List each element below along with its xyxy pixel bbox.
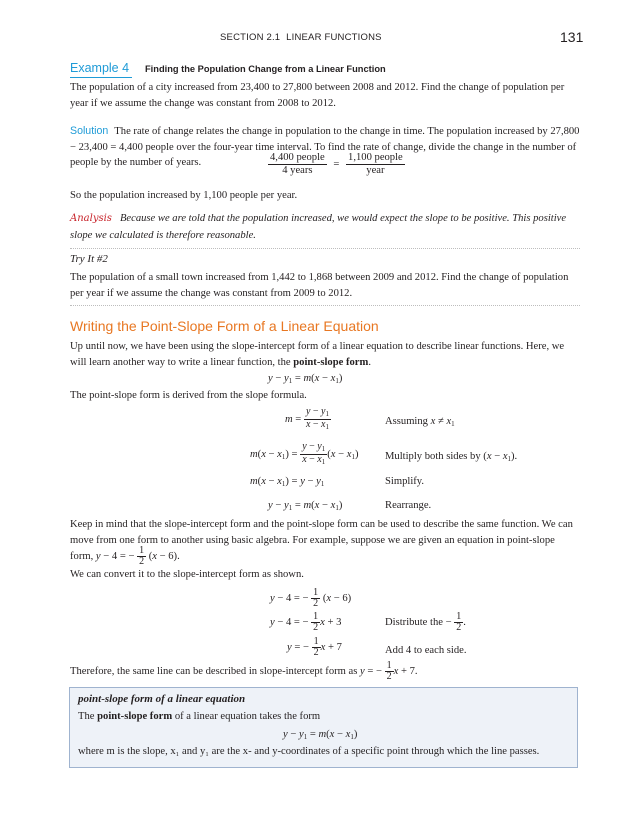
analysis-label: Analysis — [70, 213, 112, 224]
try-it-label: Try It #2 — [70, 253, 108, 265]
analysis-paragraph — [70, 210, 580, 244]
example-problem: The population of a city increased from 23,400 to 27,800 between 2008 and 2012. Find the change of population per year if we assume the change was constant from 2008 to 2012. — [70, 82, 565, 109]
conv3-note: Add 4 to each side. — [385, 645, 467, 656]
therefore-line: Therefore, the same line can be described in slope-intercept form as y = − $\frac{1}{2}$ x + 7. — [70, 660, 418, 682]
step1-note-text: Assuming — [385, 416, 428, 427]
therefore-text: Therefore, the same line can be described in slope-intercept form as — [70, 665, 358, 677]
step2-note: Multiply both sides by $(x - x_1)$. — [385, 451, 518, 463]
try-it-text: The population of a small town increased from 1,442 to 1,868 between 2009 and 2012. Find the change of population per year if we assume the change was constant from 2009 to 2012. — [70, 272, 569, 299]
step2-note-text: Multiply both sides by — [385, 451, 481, 462]
step3-note: Simplify. — [385, 476, 425, 487]
definition-formula: $y - y_1 = m(x - x_1)$ — [283, 729, 358, 741]
convert-text: We can convert it to the slope-intercept form as shown. — [70, 569, 304, 580]
header-section-number: SECTION 2.1 — [220, 32, 281, 43]
definition-text-a: The — [78, 711, 98, 722]
keep-in-mind-text: Keep in mind that the slope-intercept form and the point-slope form can be used to describe the same function. We can move from one form to another using basic algebra. For example, suppose we are given an equation in point-slope — [70, 519, 573, 546]
analysis-text: Because we are told that the population increased, we would expect the slope to be positive. This positive slope we calculated is therefore reasonable. — [70, 213, 567, 241]
derivation-step-1: m = $\frac{y - y_1}{x - x_1}$ — [285, 406, 329, 431]
conversion-step-3: y = − $\frac{1}{2}$ x + 7 — [287, 636, 342, 658]
page-number: 131 — [560, 29, 584, 45]
frac1-denominator: 4 years — [282, 165, 313, 176]
example-label-underline — [70, 77, 132, 78]
divider-top — [70, 248, 580, 249]
solution-text: The rate of change relates the change in population to the change in time. The population increased by 27,800 − 23,400 = 4,400 people over the four-year time interval. To find the rate of change, divide the change in the number of people by the number of years. — [70, 126, 580, 168]
conversion-step-2: y − 4 = − $\frac{1}{2}$ x + 3 — [270, 611, 342, 633]
definition-where: where m is the slope, x₁ and y₁ are the x- and y-coordinates of a specific point through which the line passes. — [78, 746, 540, 757]
derived-text: The point-slope form is derived from the slope formula. — [70, 390, 307, 401]
rate-fraction-right — [346, 152, 405, 177]
rate-of-change-equation — [268, 152, 405, 177]
frac1-numerator: 4,400 people — [270, 152, 325, 163]
conversion-step-1: y − 4 = − $\frac{1}{2}$ (x − 6) — [270, 587, 352, 609]
section-heading: Writing the Point-Slope Form of a Linear Equation — [70, 318, 379, 334]
definition-text-b: of a linear equation takes the form — [172, 711, 321, 722]
divider-bottom — [70, 305, 580, 306]
section-intro — [70, 339, 580, 370]
intro-text: Up until now, we have been using the slope-intercept form of a linear equation to describe linear functions. Here, we will learn another way to write a linear function, the — [70, 341, 565, 368]
conv2-note: Distribute the − $\frac{1}{2}$ . — [385, 611, 466, 633]
step4-note: Rearrange. — [385, 500, 432, 511]
derivation-step-4: $y - y_1 = m(x - x_1)$ — [268, 500, 343, 512]
frac2-numerator: 1,100 people — [348, 152, 403, 163]
example-title: Finding the Population Change from a Linear Function — [145, 64, 386, 74]
point-slope-formula: $y - y_1 = m(x - x_1)$ — [268, 373, 343, 385]
definition-title: point-slope form of a linear equation — [78, 693, 246, 705]
running-header — [220, 32, 382, 43]
header-section-title: LINEAR FUNCTIONS — [286, 32, 382, 43]
conv2-note-text: Distribute the — [385, 616, 443, 628]
frac2-denominator: year — [366, 165, 385, 176]
solution-label: Solution — [70, 125, 109, 137]
derivation-step-3: $m(x - x_1) = y - y_1$ — [250, 476, 325, 488]
step1-note: Assuming $x \ne x_1$ — [385, 416, 455, 428]
intro-end: . — [368, 356, 371, 368]
definition-bold-term: point-slope form — [97, 711, 173, 722]
equals-sign: = — [333, 159, 340, 170]
example-conclusion: So the population increased by 1,100 people per year. — [70, 190, 298, 201]
rate-fraction-left — [268, 152, 327, 177]
intro-bold-term: point-slope form — [293, 356, 369, 368]
form-prefix: form, — [70, 550, 94, 562]
derivation-step-2: $m(x - x_1)$ = $\frac{y - y_1}{x - x_1}$ $(x - x_1)$ — [250, 441, 359, 466]
example-label: Example 4 — [70, 61, 130, 75]
example-equation-line: form, y − 4 = − $\frac{1}{2}$ (x − 6). — [70, 545, 180, 567]
definition-text — [78, 711, 320, 722]
